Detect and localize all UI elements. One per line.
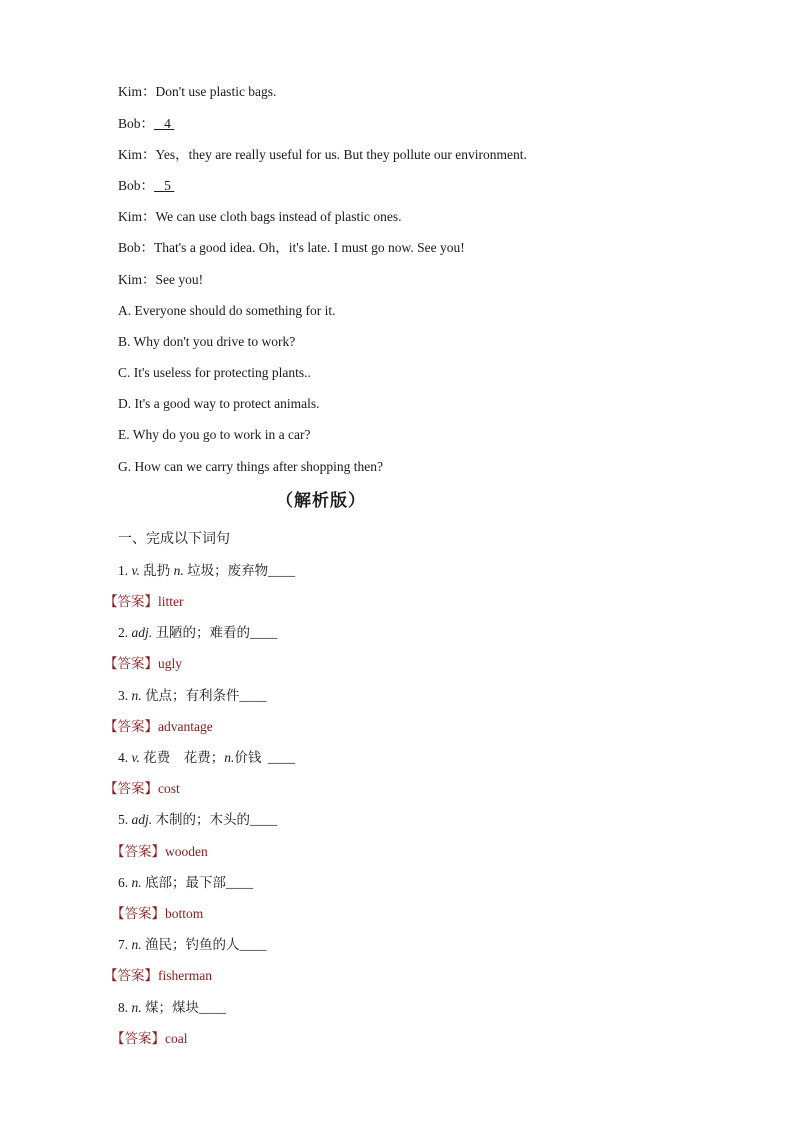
- answer-blank: 4: [164, 116, 171, 131]
- dialogue-text: We can use cloth bags instead of plastic ones.: [155, 209, 402, 224]
- answer-line: 【答案】bottom: [111, 906, 204, 922]
- vocab-item: 4. v. 花费 花费；n.价钱 ____: [118, 750, 296, 766]
- speaker-label: Kim：: [118, 147, 156, 162]
- answer-line: 【答案】advantage: [104, 719, 213, 735]
- dialogue-text: See you!: [155, 272, 204, 287]
- vocab-item: 3. n. 优点；有利条件____: [118, 688, 267, 704]
- option-c: C. It's useless for protecting plants..: [118, 365, 311, 380]
- option-g: G. How can we carry things after shopping then?: [118, 459, 384, 474]
- dialogue-line: [118, 178, 174, 194]
- vocab-item: 7. n. 渔民；钓鱼的人____: [118, 937, 267, 953]
- answer-line: 【答案】coal: [111, 1031, 188, 1047]
- answer-line: 【答案】fisherman: [104, 968, 212, 984]
- vocab-item: 2. adj. 丑陋的；难看的____: [118, 625, 278, 641]
- dialogue-text: That's a good idea. Oh，it's late. I must go now. See you!: [154, 240, 465, 255]
- speaker-label: Kim：: [118, 272, 156, 287]
- dialogue-text: Don't use plastic bags.: [155, 84, 277, 99]
- speaker-label: Bob：: [118, 240, 155, 255]
- speaker-label: Kim：: [118, 84, 156, 99]
- dialogue-line: [118, 116, 174, 132]
- part-heading: 一、完成以下词句: [118, 531, 230, 547]
- option-a: A. Everyone should do something for it.: [118, 303, 336, 318]
- answer-line: 【答案】wooden: [111, 844, 208, 860]
- vocab-item: 6. n. 底部；最下部____: [118, 875, 253, 891]
- dialogue-line: [118, 147, 527, 163]
- speaker-label: Kim：: [118, 209, 156, 224]
- option-d: D. It's a good way to protect animals.: [118, 396, 320, 411]
- vocab-item: 5. adj. 木制的；木头的____: [118, 812, 278, 828]
- option-b: B. Why don't you drive to work?: [118, 334, 296, 349]
- dialogue-line: [118, 272, 203, 288]
- answer-line: 【答案】ugly: [104, 656, 183, 672]
- answer-line: 【答案】cost: [104, 781, 180, 797]
- section-title: （解析版）: [276, 491, 366, 511]
- option-e: E. Why do you go to work in a car?: [118, 427, 311, 442]
- dialogue-text: Yes，they are really useful for us. But they pollute our environment.: [155, 147, 527, 162]
- vocab-item: 8. n. 煤；煤块____: [118, 1000, 226, 1016]
- speaker-label: Bob：: [118, 178, 155, 193]
- dialogue-line: [118, 84, 276, 100]
- dialogue-line: [118, 240, 465, 256]
- answer-blank: 5: [164, 178, 171, 193]
- vocab-item: 1. v. 乱扔 n. 垃圾；废弃物____: [118, 563, 296, 579]
- speaker-label: Bob：: [118, 116, 155, 131]
- dialogue-line: [118, 209, 401, 225]
- answer-line: 【答案】litter: [104, 594, 184, 610]
